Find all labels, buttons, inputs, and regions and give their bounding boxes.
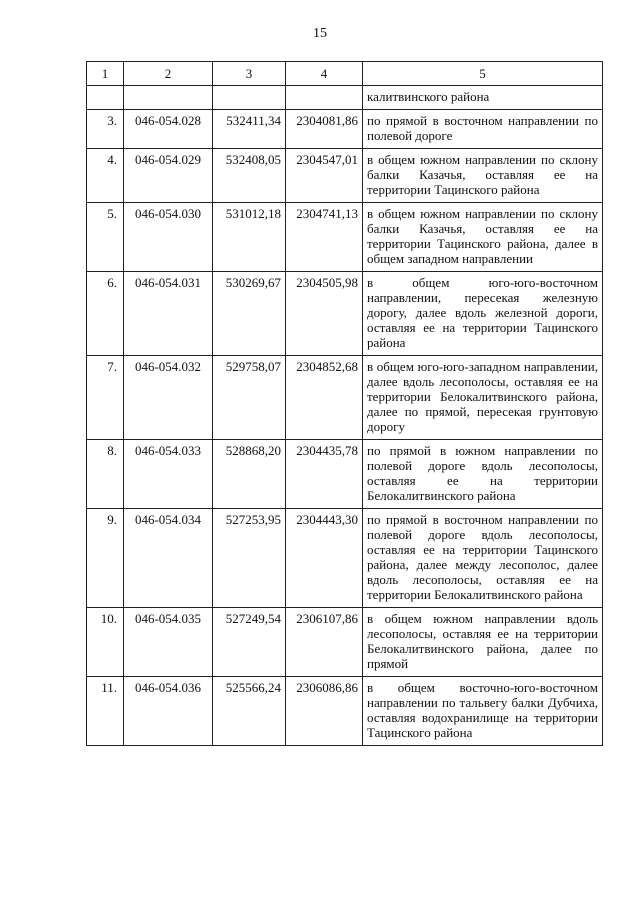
boundary-description: в общем южном направлении вдоль лесополосы, оставляя ее на территории Белокалитвинского района, далее по прямой <box>363 608 603 677</box>
table-row <box>87 110 603 149</box>
point-code: 046-054.029 <box>124 149 213 203</box>
column-header-3: 3 <box>213 62 286 86</box>
table-row <box>87 440 603 509</box>
coordinate-x: 527249,54 <box>213 608 286 677</box>
coordinate-y: 2304547,01 <box>286 149 363 203</box>
column-header-2: 2 <box>124 62 213 86</box>
continuation-text: калитвинского района <box>363 86 603 110</box>
table-cell <box>87 86 124 110</box>
point-code: 046-054.032 <box>124 356 213 440</box>
boundary-description: по прямой в восточном направлении по полевой дороге <box>363 110 603 149</box>
row-number: 4. <box>87 149 124 203</box>
table-row <box>87 272 603 356</box>
table-cell <box>286 86 363 110</box>
row-number: 10. <box>87 608 124 677</box>
boundary-description: в общем восточно-юго-восточном направлении по тальвегу балки Дубчиха, оставляя водохранилище на территории Тацинского района <box>363 677 603 746</box>
row-number: 9. <box>87 509 124 608</box>
coordinate-y: 2306086,86 <box>286 677 363 746</box>
row-number: 6. <box>87 272 124 356</box>
table-row <box>87 356 603 440</box>
table-body <box>87 86 603 746</box>
boundary-description: в общем южном направлении по склону балки Казачья, оставляя ее на территории Тацинского района <box>363 149 603 203</box>
column-header-5: 5 <box>363 62 603 86</box>
row-number: 8. <box>87 440 124 509</box>
boundary-description: по прямой в восточном направлении по полевой дороге вдоль лесополосы, оставляя ее на территории Тацинского района, далее между лесополос, далее вдоль лесополосы, оставляя ее на территории Белокалитвинского района <box>363 509 603 608</box>
boundary-description: по прямой в южном направлении по полевой дороге вдоль лесополосы, оставляя ее на территории Белокалитвинского района <box>363 440 603 509</box>
point-code: 046-054.028 <box>124 110 213 149</box>
continuation-row <box>87 86 603 110</box>
point-code: 046-054.030 <box>124 203 213 272</box>
coordinate-y: 2304443,30 <box>286 509 363 608</box>
row-number: 3. <box>87 110 124 149</box>
coordinate-y: 2304081,86 <box>286 110 363 149</box>
table-cell <box>213 86 286 110</box>
table-row <box>87 677 603 746</box>
coordinate-y: 2304505,98 <box>286 272 363 356</box>
point-code: 046-054.031 <box>124 272 213 356</box>
coordinate-x: 531012,18 <box>213 203 286 272</box>
table-row <box>87 509 603 608</box>
table-cell <box>124 86 213 110</box>
point-code: 046-054.033 <box>124 440 213 509</box>
coordinate-x: 532408,05 <box>213 149 286 203</box>
row-number: 11. <box>87 677 124 746</box>
coordinate-x: 532411,34 <box>213 110 286 149</box>
coordinate-x: 527253,95 <box>213 509 286 608</box>
table-header-row <box>87 62 603 86</box>
coordinate-y: 2304852,68 <box>286 356 363 440</box>
boundary-description: в общем юго-юго-восточном направлении, пересекая железную дорогу, далее вдоль железной дороги, оставляя ее на территории Тацинского района <box>363 272 603 356</box>
coordinate-x: 525566,24 <box>213 677 286 746</box>
boundary-description: в общем южном направлении по склону балки Казачья, оставляя ее на территории Тацинского района, далее в общем западном направлении <box>363 203 603 272</box>
table-row <box>87 149 603 203</box>
coordinate-y: 2306107,86 <box>286 608 363 677</box>
coordinate-x: 529758,07 <box>213 356 286 440</box>
point-code: 046-054.035 <box>124 608 213 677</box>
table-row <box>87 608 603 677</box>
boundary-points-table <box>86 61 603 746</box>
coordinate-x: 530269,67 <box>213 272 286 356</box>
boundary-description: в общем юго-юго-западном направлении, далее вдоль лесополосы, оставляя ее на территории Белокалитвинского района, далее по прямой, пересекая грунтовую дорогу <box>363 356 603 440</box>
coordinate-x: 528868,20 <box>213 440 286 509</box>
coordinate-y: 2304435,78 <box>286 440 363 509</box>
row-number: 7. <box>87 356 124 440</box>
table-row <box>87 203 603 272</box>
column-header-4: 4 <box>286 62 363 86</box>
row-number: 5. <box>87 203 124 272</box>
column-header-1: 1 <box>87 62 124 86</box>
coordinate-y: 2304741,13 <box>286 203 363 272</box>
page-number: 15 <box>313 26 327 41</box>
point-code: 046-054.034 <box>124 509 213 608</box>
point-code: 046-054.036 <box>124 677 213 746</box>
